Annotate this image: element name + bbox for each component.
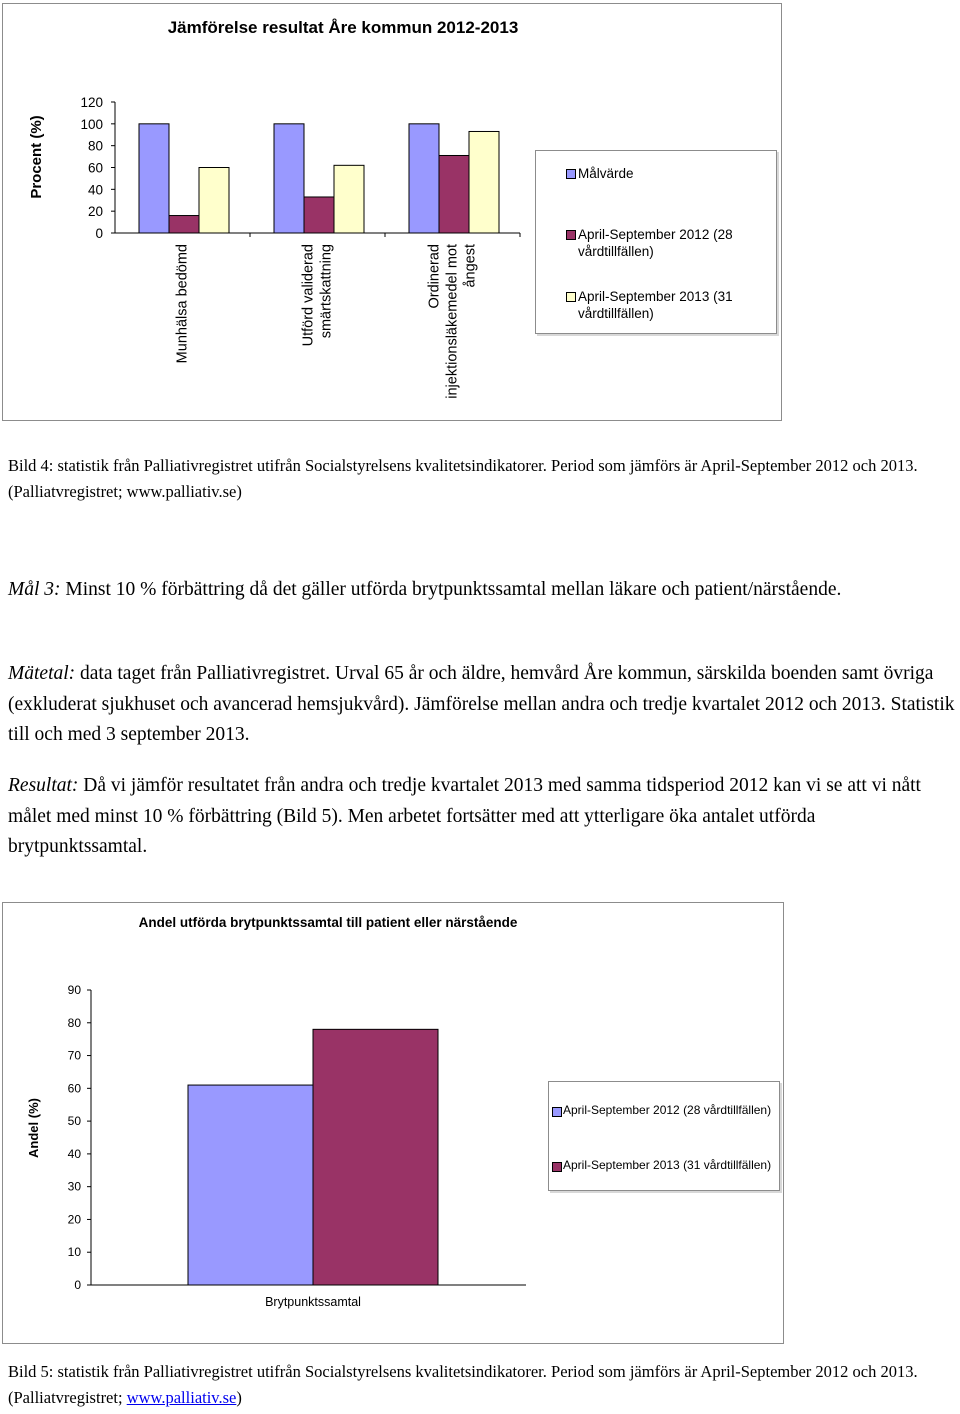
chart-2-plot (3, 903, 543, 1333)
y-tick-label-90: 90 (67, 983, 81, 997)
y-tick-label-50: 50 (67, 1114, 81, 1129)
category-label-utford-validerad-smartskattning-line-0: Utförd validerad (300, 244, 317, 347)
bar-april-september-2012-28-vardtillfallen-brytpunktssamtal (188, 1085, 313, 1285)
bar-april-september-2013-31-vardtillfallen-ordinerad-injektionslakemedel-mot-angest (469, 131, 499, 233)
result-paragraph (8, 771, 958, 863)
y-tick-label-80: 80 (67, 1015, 81, 1030)
bar-april-september-2012-28-vardtillfallen-munhalsa-bedomd (169, 216, 199, 233)
chart-2-legend (548, 1081, 780, 1191)
category-label-ordinerad-injektionslakemedel-mot-angest-line-0: Ordinerad (426, 244, 443, 309)
chart-1-frame (2, 3, 782, 421)
legend-swatch-2012 (552, 1107, 562, 1117)
metric-text: data taget från Palliativregistret. Urval 65 år och äldre, hemvård Åre kommun, särskilda boenden samt övriga (exkluderat sjukhuset och avancerad hemsjukvård). Jämförelse mellan andra och tredje kvartalet 2012 och 2013. Statistik till och med 3 september 2013. (8, 663, 955, 745)
y-tick-label-80: 80 (87, 138, 103, 154)
legend-swatch-2013 (552, 1162, 562, 1172)
y-tick-label-20: 20 (87, 204, 103, 220)
y-tick-label-120: 120 (80, 95, 103, 110)
legend-swatch-malvarde (566, 169, 576, 179)
y-tick-label-100: 100 (80, 116, 103, 132)
category-label-munhalsa-bedomd-line-0: Munhälsa bedömd (174, 244, 191, 364)
legend-swatch-2013 (566, 292, 576, 302)
legend-swatch-2012 (566, 230, 576, 240)
chart-2-title: Andel utförda brytpunktssamtal till patient eller närstående (138, 915, 518, 930)
result-text: Då vi jämför resultatet från andra och tredje kvartalet 2013 med samma tidsperiod 2012 kan vi se att vi nått målet med minst 10 % förbättring (Bild 5). Men arbetet fortsätter med att ytterligare öka antalet utförda brytpunktssamtal. (8, 775, 921, 857)
y-axis-title: Andel (%) (26, 1098, 41, 1158)
figure-5-caption (8, 1359, 948, 1411)
metric-label: Mätetal: (8, 663, 76, 684)
bar-malvarde-utford-validerad-smartskattning (274, 124, 304, 233)
bar-april-september-2012-28-vardtillfallen-utford-validerad-smartskattning (304, 197, 334, 233)
figure-5-caption-text: Bild 5: statistik från Palliativregistret utifrån Socialstyrelsens kvalitetsindikatorer. Period som jämförs är April-September 2012 och 2013. (Palliatvregistret; (8, 1362, 918, 1407)
category-label-ordinerad-injektionslakemedel-mot-angest-line-1: injektionsläkemedel mot (444, 244, 461, 399)
legend-label-2012: April-September 2012 (28 vårdtillfällen) (578, 227, 733, 259)
bar-april-september-2013-31-vardtillfallen-brytpunktssamtal (313, 1029, 438, 1285)
chart-1-title: Jämförelse resultat Åre kommun 2012-2013 (167, 18, 519, 37)
y-tick-label-70: 70 (67, 1048, 81, 1063)
y-tick-label-40: 40 (67, 1146, 81, 1161)
y-tick-label-0: 0 (74, 1278, 81, 1292)
legend-label-2013: April-September 2013 (31 vårdtillfällen) (563, 1158, 772, 1172)
palliativ-link[interactable]: www.palliativ.se (126, 1388, 237, 1407)
y-axis-title: Procent (%) (28, 115, 45, 199)
y-tick-label-20: 20 (67, 1212, 81, 1227)
category-label-utford-validerad-smartskattning-line-1: smärtskattning (318, 244, 335, 339)
figure-4-caption: Bild 4: statistik från Palliativregistret utifrån Socialstyrelsens kvalitetsindikatorer. Period som jämförs är April-September 2012 och 2013. (Palliatvregistret; www.palliativ.se) (8, 456, 918, 501)
bar-april-september-2013-31-vardtillfallen-utford-validerad-smartskattning (334, 165, 364, 233)
goal-text: Minst 10 % förbättring då det gäller utförda brytpunktssamtal mellan läkare och patient/närstående. (60, 579, 842, 600)
metric-paragraph (8, 659, 958, 751)
y-tick-label-60: 60 (87, 160, 103, 176)
bar-malvarde-munhalsa-bedomd (139, 124, 169, 233)
figure-5-caption-end: ) (236, 1388, 242, 1407)
bar-april-september-2013-31-vardtillfallen-munhalsa-bedomd (199, 168, 229, 234)
result-label: Resultat: (8, 775, 79, 796)
y-tick-label-40: 40 (87, 182, 103, 198)
legend-label-2012: April-September 2012 (28 vårdtillfällen) (563, 1103, 772, 1117)
category-label-brytpunktssamtal: Brytpunktssamtal (265, 1295, 361, 1309)
chart-1-plot (3, 4, 533, 414)
y-tick-label-0: 0 (95, 226, 103, 241)
goal-paragraph (8, 575, 958, 606)
legend-label-2013: April-September 2013 (31 vårdtillfällen) (578, 289, 733, 321)
chart-2-frame (2, 902, 784, 1344)
chart-1-legend (535, 150, 777, 334)
bar-malvarde-ordinerad-injektionslakemedel-mot-angest (409, 124, 439, 233)
goal-label: Mål 3: (8, 579, 61, 600)
legend-label-malvarde: Målvärde (578, 166, 634, 181)
bar-april-september-2012-28-vardtillfallen-ordinerad-injektionslakemedel-mot-angest (439, 155, 469, 233)
y-tick-label-60: 60 (67, 1081, 81, 1096)
y-tick-label-10: 10 (67, 1245, 81, 1260)
category-label-ordinerad-injektionslakemedel-mot-angest-line-2: ångest (462, 244, 479, 288)
y-tick-label-30: 30 (67, 1179, 81, 1194)
